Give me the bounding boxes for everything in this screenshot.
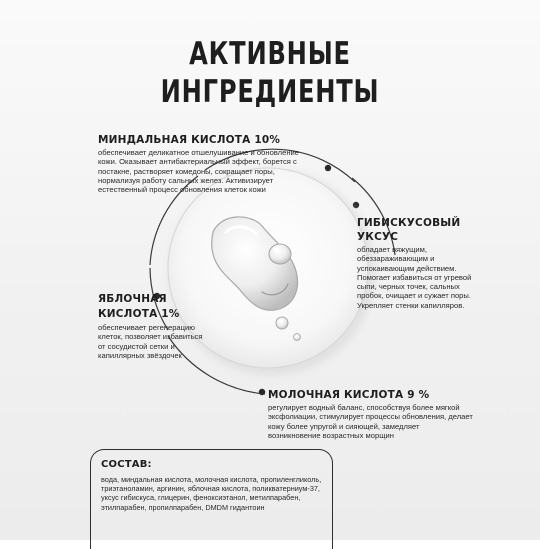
ingredient-description: регулирует водный баланс, способствуя более мягкой эксфолиации, стимулирует процессы обновления, делает кожу более упругой и сияющей, замедляет возникновение возрастных морщин (268, 403, 473, 440)
ingredient-hibiscus-vinegar (357, 217, 477, 310)
ingredient-malic-acid (98, 293, 210, 360)
ingredient-lactic-acid (268, 389, 473, 440)
connector-dot (353, 202, 359, 208)
ingredient-name-line-1: ГИБИСКУСОВЫЙ (357, 217, 461, 229)
ingredient-name: МИНДАЛЬНАЯ КИСЛОТА 10% (98, 134, 281, 146)
composition-box (90, 449, 333, 549)
connector-dot (259, 389, 265, 395)
ingredient-description: обладает вяжущим, обеззараживающим и успокаивающим действием. Помогает избавиться от угревой сыпи, черных точек, сальных пробок, очищает и сужает поры. Укрепляет стенки капилляров. (357, 245, 472, 310)
ingredient-name: МОЛОЧНАЯ КИСЛОТА 9 % (268, 389, 430, 401)
page-title-line-1: АКТИВНЫЕ (189, 36, 351, 72)
ingredient-description: обеспечивает деликатное отшелушивание и обновление кожи. Оказывает антибактериальный эффект, борется с постакне, растворяет комедоны, сокращает поры, нормализуя работу сальных желез. Активизирует естественный процесс обновления клеток кожи (98, 148, 299, 195)
ingredient-name-line-2: КИСЛОТА 1% (98, 308, 180, 320)
ingredient-name-line-2: УКСУС (357, 231, 399, 243)
composition-heading: СОСТАВ: (101, 459, 152, 470)
ingredient-mandelic-acid (98, 134, 303, 194)
composition-text: вода, миндальная кислота, молочная кислота, пропиленгликоль, триэтаноламин, аргинин, яблочная кислота, поликватерниум-37, уксус гибискуса, глицерин, феноксиэтанол, метилпарабен, этилпарабен, пропилпарабен, DMDM гидантоин (101, 475, 322, 512)
connector-dot (325, 165, 331, 171)
ingredient-name-line-1: ЯБЛОЧНАЯ (98, 293, 167, 305)
page-title-line-2: ИНГРЕДИЕНТЫ (160, 74, 380, 110)
ingredient-description: обеспечивает регенерацию клеток, позволяет избавиться от сосудистой сетки и капиллярных звёздочек (98, 323, 203, 360)
